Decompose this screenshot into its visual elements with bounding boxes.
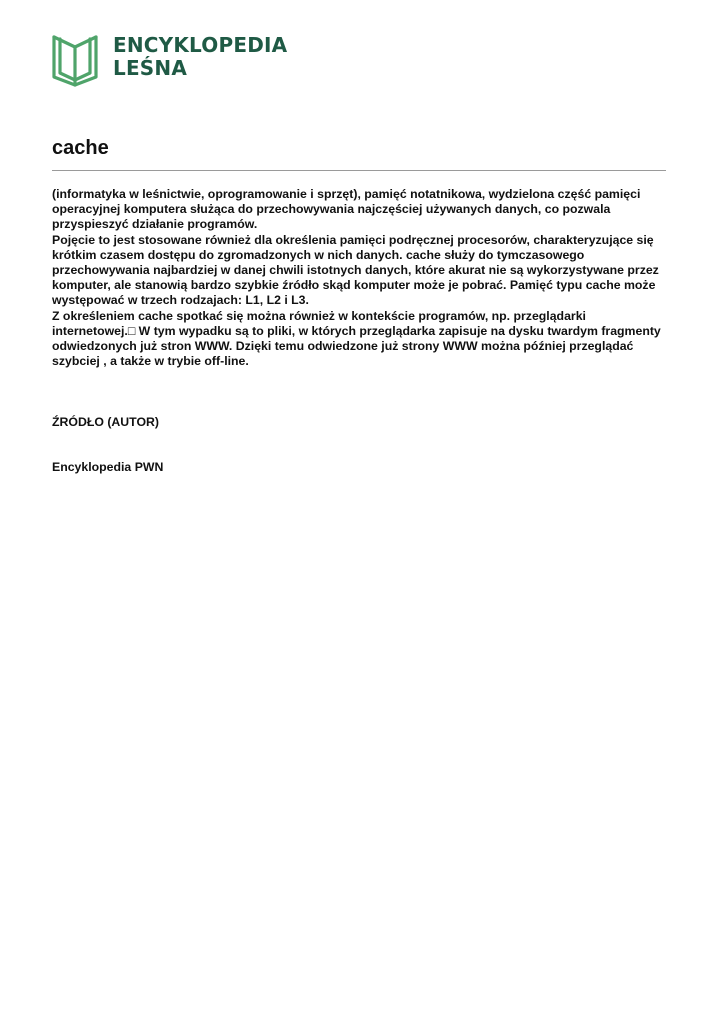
logo-line-2: LEŚNA [113, 56, 188, 80]
logo-wordmark [113, 34, 287, 80]
site-logo[interactable] [52, 33, 287, 87]
source-label: ŹRÓDŁO (AUTOR) [52, 415, 160, 429]
logo-line-1: ENCYKLOPEDIA [113, 33, 288, 57]
definition-paragraph-1: (informatyka w leśnictwie, oprogramowanie i sprzęt), pamięć notatnikowa, wydzielona część pamięci operacyjnej komputera służąca do przechowywania najczęściej używanych danych, co pozwala przyspieszyć działanie programów. [52, 187, 641, 232]
definition-paragraph-2: Pojęcie to jest stosowane również dla określenia pamięci podręcznej procesorów, charakteryzujące się krótkim czasem dostępu do zgromadzonych w nich danych. cache służy do tymczasowego przechowywania najbardziej w danej chwili istotnych danych, które akurat nie są wykorzystywane przez komputer, ale stanowią bardzo szybkie źródło skąd komputer może je pobrać. Pamięć typu cache może występować w trzech rodzajach: L1, L2 i L3. [52, 232, 659, 308]
entry-title: cache [52, 137, 109, 159]
entry-definition [52, 187, 666, 369]
open-book-icon [52, 33, 98, 87]
source-value: Encyklopedia PWN [52, 460, 164, 474]
definition-paragraph-3: Z określeniem cache spotkać się można również w kontekście programów, np. przeglądarki internetowej.□ W tym wypadku są to pliki, w których przeglądarka zapisuje na dysku twardym fragmenty odwiedzonych już stron WWW. Dzięki temu odwiedzone już strony WWW można później przeglądać szybciej , a także w trybie off-line. [52, 308, 661, 369]
title-divider [52, 170, 666, 171]
